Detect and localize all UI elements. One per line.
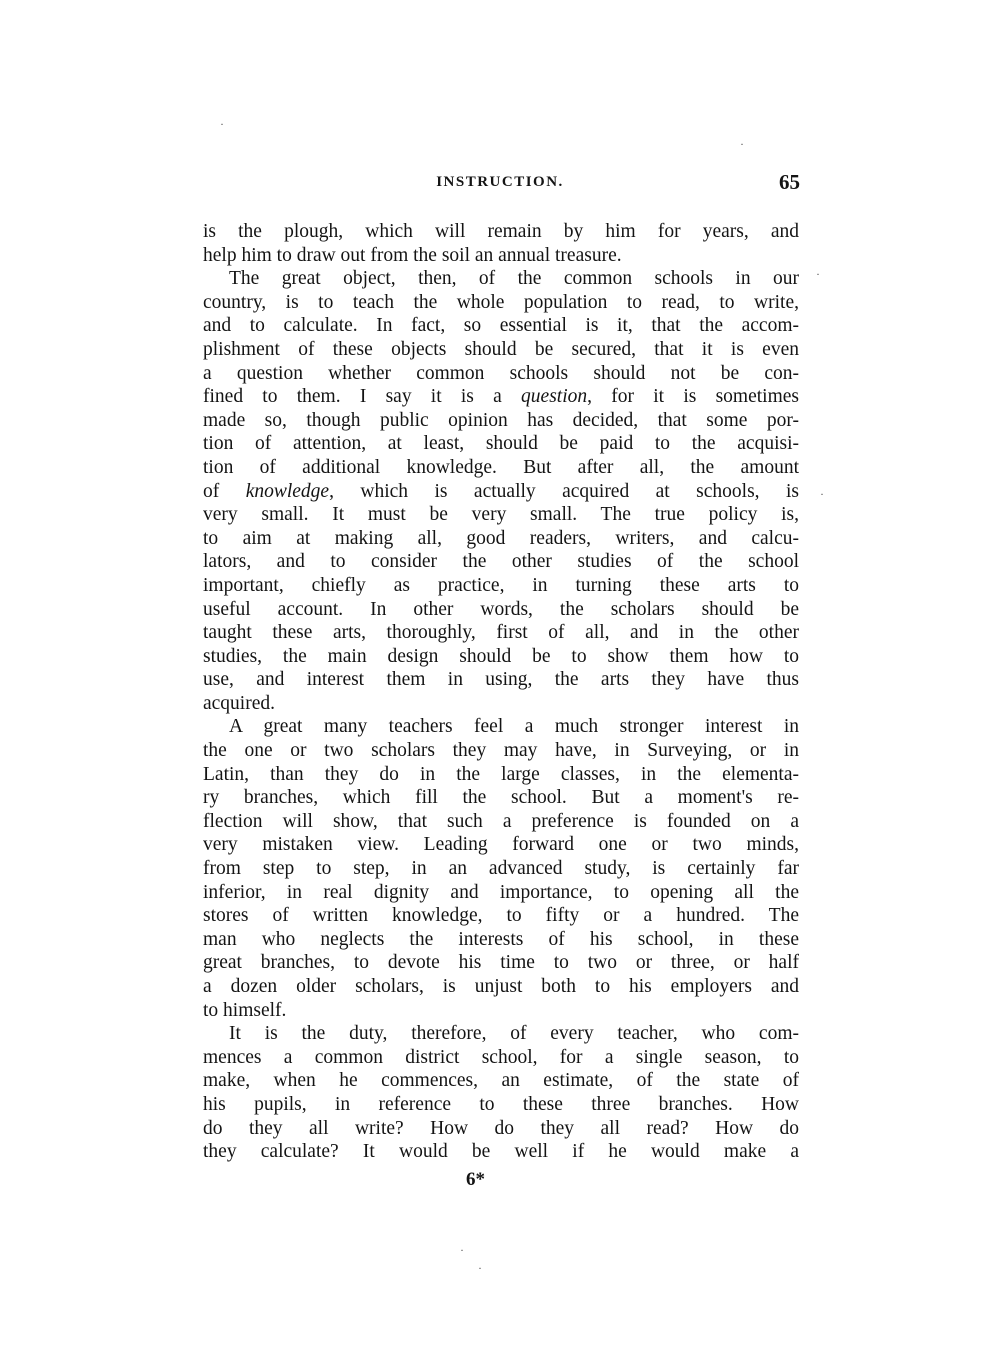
text-line: A great many teachers feel a much stronger interest in — [229, 716, 799, 738]
print-speck: · — [816, 267, 820, 281]
text-line: plishment of these objects should be secured, that it is even — [203, 338, 799, 360]
text-line: very small. It must be very small. The true policy is, — [203, 504, 799, 526]
text-line: a question whether common schools should not be con- — [203, 362, 799, 384]
text-line: from step to step, in an advanced study, is certainly far — [203, 858, 799, 880]
text-line: great branches, to devote his time to two or three, or half — [203, 952, 799, 974]
page-number: 65 — [779, 170, 800, 194]
text-line: do they all write? How do they all read? How do — [203, 1117, 799, 1139]
text-line: a dozen older scholars, is unjust both to his employers and — [203, 976, 799, 997]
text-line: The great object, then, of the common schools in our — [229, 268, 799, 290]
running-head — [200, 170, 800, 194]
text-line: useful account. In other words, the scholars should be — [203, 598, 799, 620]
text-line: taught these arts, thoroughly, first of all, and in the other — [203, 622, 799, 644]
print-speck: · — [820, 487, 824, 501]
text-line: they calculate? It would be well if he would make a — [203, 1141, 799, 1163]
print-speck: · — [740, 137, 744, 151]
text-line: flection will show, that such a preference is founded on a — [203, 810, 799, 832]
text-line: lators, and to consider the other studies of the school — [203, 551, 799, 573]
text-line: and to calculate. In fact, so essential is it, that the accom- — [203, 315, 799, 337]
text-line: Latin, than they do in the large classes, in the elementa- — [203, 763, 799, 785]
text-line: stores of written knowledge, to fifty or a hundred. The — [203, 905, 799, 927]
signature-mark: 6* — [466, 1169, 485, 1190]
body-text — [203, 220, 799, 1164]
text-line: is the plough, which will remain by him for years, and — [203, 221, 799, 242]
text-line: to himself. — [203, 999, 287, 1021]
text-line: tion of additional knowledge. But after all, the amount — [203, 456, 799, 478]
text-line: made so, though public opinion has decided, that some por- — [203, 409, 799, 431]
text-line: It is the duty, therefore, of every teacher, who com- — [229, 1023, 799, 1045]
text-line: to aim at making all, good readers, writers, and calcu- — [203, 527, 799, 549]
text-line: country, is to teach the whole population to read, to write, — [203, 291, 799, 313]
text-line: the one or two scholars they may have, in Surveying, or in — [203, 740, 799, 762]
running-title: INSTRUCTION. — [436, 174, 564, 190]
print-speck: · — [220, 117, 224, 131]
text-line: fined to them. I say it is a question, for it is sometimes — [203, 386, 799, 408]
text-line: tion of attention, at least, should be paid to the acquisi- — [203, 433, 799, 455]
text-line: mences a common district school, for a single season, to — [203, 1046, 799, 1068]
text-line: acquired. — [203, 692, 276, 714]
text-line: very mistaken view. Leading forward one or two minds, — [203, 834, 799, 856]
text-line: make, when he commences, an estimate, of the state of — [203, 1070, 799, 1092]
text-line: use, and interest them in using, the arts they have thus — [203, 669, 799, 691]
print-speck: · — [460, 1243, 464, 1257]
text-line: studies, the main design should be to show them how to — [203, 645, 799, 667]
text-line: of knowledge, which is actually acquired at schools, is — [203, 480, 799, 502]
text-line: ry branches, which fill the school. But a moment's re- — [203, 787, 799, 809]
text-line: help him to draw out from the soil an annual treasure. — [203, 244, 622, 266]
print-speck: · — [478, 1261, 482, 1275]
text-line: inferior, in real dignity and importance, to opening all the — [203, 881, 799, 903]
text-line: important, chiefly as practice, in turning these arts to — [203, 574, 799, 596]
text-line: his pupils, in reference to these three branches. How — [203, 1093, 799, 1115]
text-line: man who neglects the interests of his school, in these — [203, 928, 799, 950]
